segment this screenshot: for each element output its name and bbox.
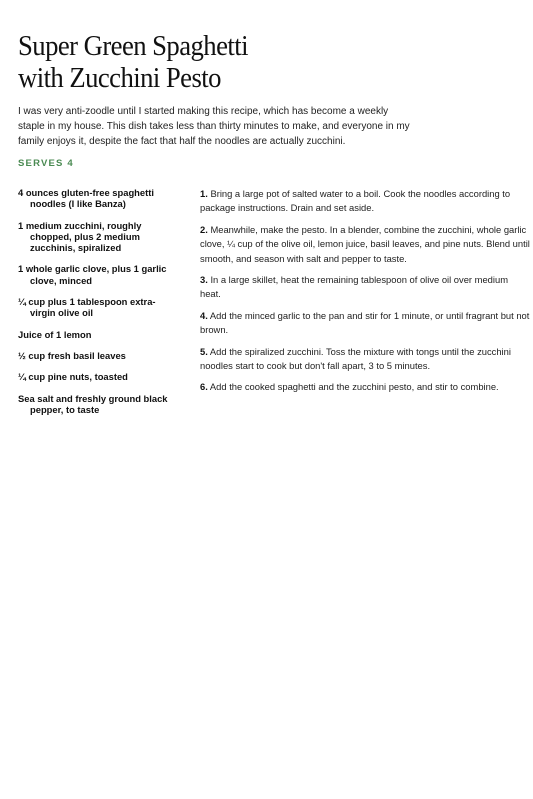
ingredient-item: ½ cup fresh basil leaves (18, 349, 126, 361)
instruction-steps (200, 187, 530, 402)
step-text: Bring a large pot of salted water to a boil. Cook the noodles according to package instructions. Drain and set aside. (200, 188, 511, 214)
instruction-step (200, 187, 530, 216)
instruction-step (200, 223, 530, 266)
step-text: Add the spiralized zucchini. Toss the mixture with tongs until the zucchini noodles start to cook but don't fall apart, 3 to 5 minutes. (200, 345, 511, 372)
instruction-step (200, 273, 530, 302)
recipe-intro: I was very anti-zoodle until I started making this recipe, which has become a weekly staple in my house. This dish takes less than thirty minutes to make, and everyone in my family enjoys it, despite the fact that half the noodles are actually zucchini. (18, 106, 410, 147)
step-number: 5. (200, 345, 208, 357)
recipe-title-line-1: Super Green Spaghetti (18, 30, 248, 62)
step-number: 1. (200, 188, 208, 199)
step-text: In a large skillet, heat the remaining tablespoon of olive oil over medium heat. (200, 274, 508, 300)
step-number: 4. (200, 309, 208, 321)
ingredient-item: ¼ cup plus 1 tablespoon extra-virgin olive oil (18, 296, 156, 319)
instruction-step (200, 309, 530, 338)
ingredient-item: 4 ounces gluten-free spaghetti noodles (I like Banza) (18, 187, 154, 210)
step-text: Add the minced garlic to the pan and stir for 1 minute, or until fragrant but not brown. (200, 309, 530, 336)
serves-label: SERVES 4 (18, 158, 74, 169)
recipe-title-line-2: with Zucchini Pesto (18, 62, 221, 94)
step-text: Meanwhile, make the pesto. In a blender, combine the zucchini, whole garlic clove, ¼ cup of the olive oil, lemon juice, basil leaves, and pine nuts. Blend until smooth, and season with salt and pepper to taste. (200, 223, 530, 264)
ingredient-item: Sea salt and freshly ground black pepper, to taste (18, 392, 168, 415)
step-number: 6. (200, 381, 208, 393)
step-text: Add the cooked spaghetti and the zucchini pesto, and stir to combine. (209, 381, 499, 393)
step-number: 2. (200, 223, 208, 235)
recipe-page (18, 30, 530, 415)
ingredient-item: Juice of 1 lemon (18, 328, 92, 340)
step-number: 3. (200, 274, 208, 286)
recipe-title (18, 30, 483, 94)
instruction-step (200, 380, 530, 394)
ingredient-list (18, 187, 168, 425)
instruction-step (200, 345, 530, 374)
ingredient-item: ¼ cup pine nuts, toasted (18, 371, 128, 383)
ingredient-item: 1 medium zucchini, roughly chopped, plus 2 medium zucchinis, spiralized (18, 219, 142, 254)
ingredient-item: 1 whole garlic clove, plus 1 garlic clove, minced (18, 263, 167, 286)
